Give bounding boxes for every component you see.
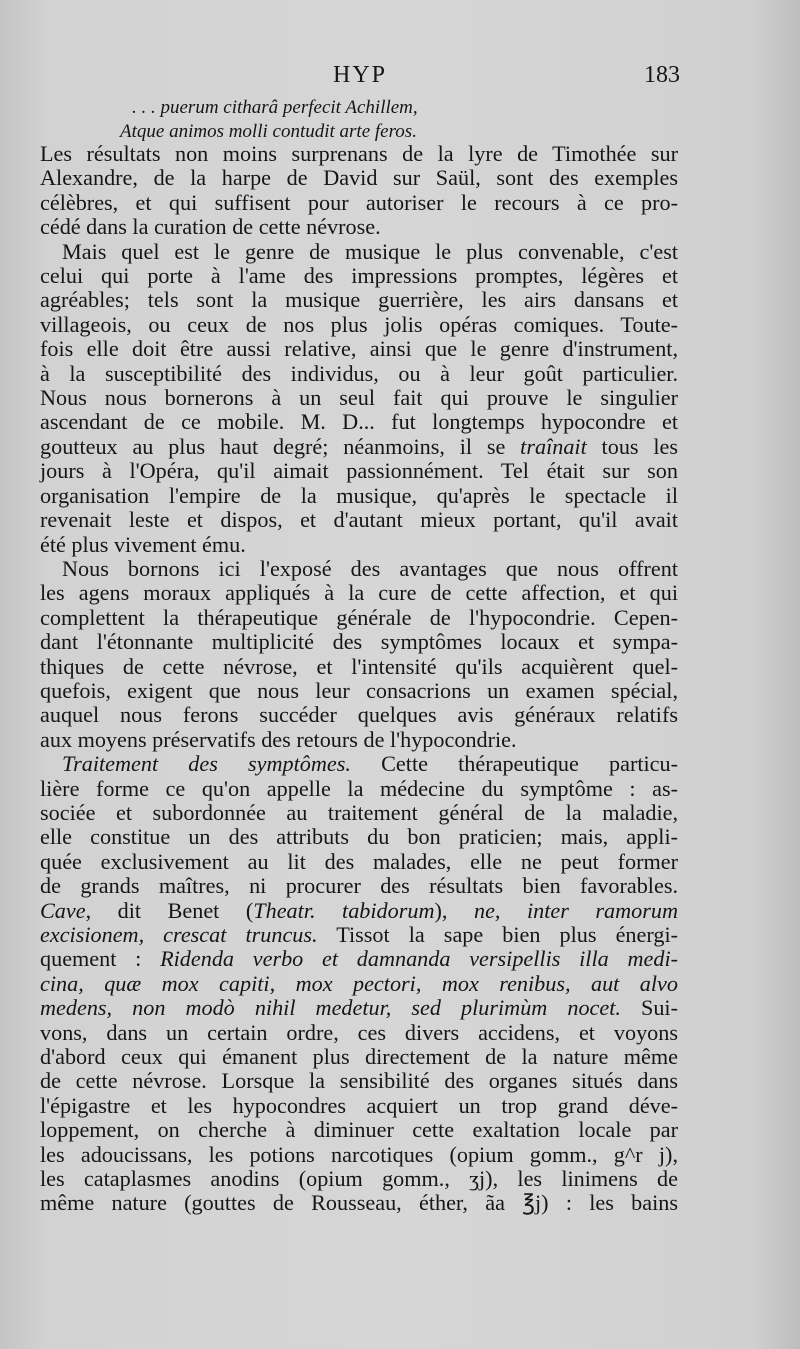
text-run: ascendant de ce mobile. M. D... fut longtemps hypocondre et bbox=[40, 409, 678, 435]
text-run: été plus vivement ému. bbox=[40, 531, 246, 557]
epigraph-line: . . . puerum citharâ perfecit Achillem, bbox=[132, 97, 418, 118]
text-run: à la susceptibilité des individus, ou à leur goût particulier. bbox=[40, 360, 678, 386]
text-line bbox=[40, 288, 678, 312]
text-run: complettent la thérapeutique générale de l'hypocondrie. Cepen- bbox=[40, 604, 678, 630]
text-run: organisation l'empire de la musique, qu'après le spectacle il bbox=[40, 482, 678, 508]
text-line bbox=[40, 1045, 678, 1069]
text-run: fois elle doit être aussi relative, ainsi que le genre d'instrument, bbox=[40, 336, 678, 362]
text-run: Sui- bbox=[620, 995, 678, 1021]
running-head: HYP bbox=[332, 62, 387, 88]
italic-text: cina, quæ mox capiti, mox pectori, mox renibus, aut alvo bbox=[40, 970, 678, 996]
text-line bbox=[40, 533, 678, 557]
text-run: de grands maîtres, ni procurer des résultats bien favorables. bbox=[40, 873, 678, 899]
text-line bbox=[40, 484, 678, 508]
text-line bbox=[40, 777, 678, 801]
text-line bbox=[40, 996, 678, 1020]
text-line bbox=[40, 752, 678, 776]
text-line bbox=[40, 337, 678, 361]
epigraph-line: Atque animos molli contudit arte feros. bbox=[120, 121, 417, 142]
text-line bbox=[40, 728, 678, 752]
text-run: les adoucissans, les potions narcotiques (opium gomm., g^r j), bbox=[40, 1141, 678, 1167]
text-run: celui qui porte à l'ame des impressions promptes, légères et bbox=[40, 263, 678, 289]
italic-text: traînait bbox=[520, 433, 587, 459]
italic-text: Ridenda verbo et damnanda versipellis illa medi- bbox=[160, 946, 678, 972]
text-line bbox=[40, 1069, 678, 1093]
text-run: l'épigastre et les hypocondres acquiert un trop grand déve- bbox=[40, 1092, 678, 1118]
text-run: de cette névrose. Lorsque la sensibilité des organes situés dans bbox=[40, 1068, 678, 1094]
text-run: dant l'étonnante multiplicité des symptômes locaux et sympa- bbox=[40, 629, 678, 655]
text-run: , dit Benet ( bbox=[85, 897, 254, 923]
text-run: jours à l'Opéra, qu'il aimait passionnément. Tel était sur son bbox=[40, 458, 678, 484]
text-run: revenait leste et dispos, et d'autant mieux portant, qu'il avait bbox=[40, 507, 678, 533]
text-run: sociée et subordonnée au traitement général de la maladie, bbox=[40, 799, 678, 825]
italic-text: Traitement des symptômes. bbox=[62, 751, 351, 777]
text-run: thiques de cette névrose, et l'intensité qu'ils acquièrent quel- bbox=[40, 653, 678, 679]
text-line bbox=[40, 947, 678, 971]
text-line bbox=[40, 386, 678, 410]
text-run: Nous nous bornerons à un seul fait qui prouve le singulier bbox=[40, 385, 678, 411]
text-line bbox=[40, 972, 678, 996]
text-run: quefois, exigent que nous leur consacrions un examen spécial, bbox=[40, 677, 678, 703]
text-run: quement : bbox=[40, 946, 161, 972]
page-header bbox=[40, 62, 680, 92]
text-line bbox=[40, 606, 678, 630]
text-run: Les résultats non moins surprenans de la lyre de Timothée sur bbox=[40, 141, 678, 166]
text-line bbox=[40, 899, 678, 923]
text-line bbox=[40, 264, 678, 288]
text-line bbox=[40, 703, 678, 727]
text-run: les agens moraux appliqués à la cure de cette affection, et qui bbox=[40, 580, 678, 606]
text-line bbox=[40, 240, 678, 264]
text-line bbox=[40, 850, 678, 874]
text-run: aux moyens préservatifs des retours de l'hypocondrie. bbox=[40, 726, 517, 752]
italic-text: Cave bbox=[40, 897, 86, 923]
text-line bbox=[40, 142, 678, 166]
text-line bbox=[40, 801, 678, 825]
text-run: ), bbox=[434, 897, 474, 923]
text-line bbox=[40, 1094, 678, 1118]
text-line bbox=[40, 1143, 678, 1167]
text-run: Nous bornons ici l'exposé des avantages que nous offrent bbox=[62, 555, 678, 581]
text-line bbox=[40, 1118, 678, 1142]
text-run: agréables; tels sont la musique guerrière, les airs dansans et bbox=[40, 287, 678, 313]
text-line bbox=[40, 679, 678, 703]
text-line bbox=[40, 874, 678, 898]
italic-text: excisionem, crescat truncus. bbox=[40, 922, 318, 947]
text-run: villageois, ou ceux de nos plus jolis opéras comiques. Toute- bbox=[40, 311, 678, 337]
text-run: quée exclusivement au lit des malades, elle ne peut former bbox=[40, 848, 678, 874]
text-line bbox=[40, 557, 678, 581]
text-run: vons, dans un certain ordre, ces divers accidens, et voyons bbox=[40, 1019, 678, 1045]
text-run: goutteux au plus haut degré; néanmoins, il se bbox=[40, 433, 521, 459]
italic-text: ne, inter ramorum bbox=[473, 897, 678, 923]
text-run: auquel nous ferons succéder quelques avis généraux relatifs bbox=[40, 702, 678, 728]
text-line bbox=[40, 1021, 678, 1045]
text-line bbox=[40, 191, 678, 215]
text-run: Tissot la sape bien plus énergi- bbox=[317, 922, 679, 947]
text-run: cédé dans la curation de cette névrose. bbox=[40, 214, 381, 240]
text-run: Mais quel est le genre de musique le plus convenable, c'est bbox=[62, 238, 678, 264]
body-text bbox=[40, 142, 678, 1216]
text-line bbox=[40, 1191, 678, 1215]
text-run: les cataplasmes anodins (opium gomm., ʒj), les linimens de bbox=[40, 1166, 678, 1192]
text-run: tous les bbox=[586, 433, 678, 459]
text-line bbox=[40, 825, 678, 849]
text-run: même nature (gouttes de Rousseau, éther, ãa ℥j) : les bains bbox=[40, 1190, 678, 1216]
text-line bbox=[40, 923, 678, 947]
text-run: loppement, on cherche à diminuer cette exaltation locale par bbox=[40, 1117, 678, 1143]
text-run: d'abord ceux qui émanent plus directement de la nature même bbox=[40, 1044, 678, 1070]
italic-text: medens, non modò nihil medetur, sed plurimùm nocet. bbox=[40, 995, 621, 1021]
text-run: elle constitue un des attributs du bon praticien; mais, appli- bbox=[40, 824, 678, 850]
text-run: Alexandre, de la harpe de David sur Saül, sont des exemples bbox=[40, 165, 678, 191]
text-run: célèbres, et qui suffisent pour autoriser le recours à ce pro- bbox=[40, 189, 678, 215]
text-line bbox=[40, 630, 678, 654]
text-line bbox=[40, 410, 678, 434]
text-line bbox=[40, 655, 678, 679]
text-line bbox=[40, 581, 678, 605]
text-line bbox=[40, 435, 678, 459]
text-run: Cette thérapeutique particu- bbox=[350, 751, 679, 777]
text-line bbox=[40, 362, 678, 386]
italic-text: Theatr. tabidorum bbox=[253, 897, 435, 923]
text-line bbox=[40, 313, 678, 337]
page-number: 183 bbox=[644, 62, 680, 88]
epigraph bbox=[120, 96, 680, 144]
text-line bbox=[40, 508, 678, 532]
text-line bbox=[40, 215, 678, 239]
text-line bbox=[40, 1167, 678, 1191]
text-run: lière forme ce qu'on appelle la médecine du symptôme : as- bbox=[40, 775, 678, 801]
text-line bbox=[40, 459, 678, 483]
text-line bbox=[40, 166, 678, 190]
